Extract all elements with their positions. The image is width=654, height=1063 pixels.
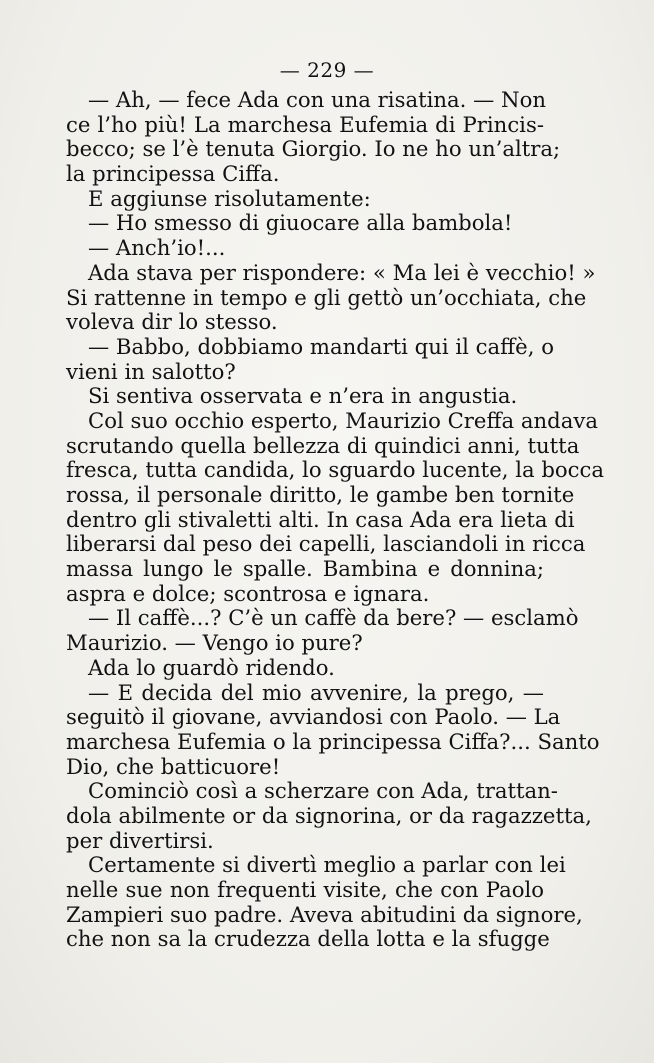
text-line: Maurizio. — Vengo io pure? — [66, 630, 363, 656]
text-line: la principessa Ciffa. — [66, 161, 280, 187]
text-line: becco; se l’è tenuta Giorgio. Io ne ho un’altra; — [66, 136, 561, 162]
body-text — [66, 87, 605, 952]
text-line: scrutando quella bellezza di quindici anni, tutta — [66, 432, 580, 458]
text-line: E aggiunse risolutamente: — [88, 185, 371, 211]
text-line: — Anch’io!... — [88, 235, 226, 261]
text-line: Ada lo guardò ridendo. — [88, 654, 335, 680]
text-line: dentro gli stivaletti alti. In casa Ada era lieta di — [66, 506, 575, 532]
text-line: rossa, il personale diritto, le gambe ben tornite — [66, 482, 575, 507]
text-line: marchesa Eufemia o la principessa Ciffa?... Santo — [66, 728, 600, 754]
text-line: — E decida del mio avvenire, la prego, — — [88, 679, 544, 705]
text-line: seguitò il giovane, avviandosi con Paolo. — La — [66, 704, 561, 730]
text-line: liberarsi dal peso dei capelli, lasciandoli in ricca — [66, 531, 586, 557]
text-line: fresca, tutta candida, lo sguardo lucente, la bocca — [66, 457, 605, 483]
text-line: Zampieri suo padre. Aveva abitudini da signore, — [66, 901, 583, 927]
text-line: Si sentiva osservata e n’era in angustia. — [88, 383, 518, 409]
text-line: massa lungo le spalle. Bambina e donnina; — [66, 556, 544, 582]
text-line: Col suo occhio esperto, Maurizio Creffa andava — [88, 407, 598, 433]
text-line: Ada stava per rispondere: « Ma lei è vecchio! » — [88, 259, 596, 285]
text-line: Si rattenne in tempo e gli gettò un’occhiata, che — [66, 284, 587, 310]
text-line: Cominciò così a scherzare con Ada, trattan- — [88, 778, 558, 804]
text-line: nelle sue non frequenti visite, che con Paolo — [66, 877, 544, 902]
text-line: Dio, che batticuore! — [66, 753, 281, 779]
text-line: ce l’ho più! La marchesa Eufemia di Princis- — [66, 111, 544, 137]
text-line: — Ah, — fece Ada con una risatina. — Non — [88, 87, 546, 112]
page-number: — 229 — — [279, 58, 375, 82]
text-line: — Il caffè...? C’è un caffè da bere? — esclamò — [88, 605, 579, 631]
text-line: — Ho smesso di giuocare alla bambola! — [88, 210, 513, 236]
text-line: Certamente si divertì meglio a parlar con lei — [88, 852, 566, 878]
text-line: vieni in salotto? — [66, 358, 236, 384]
text-line: — Babbo, dobbiamo mandarti qui il caffè, o — [88, 333, 554, 359]
text-line: per divertirsi. — [66, 827, 214, 853]
text-line: dola abilmente or da signorina, or da ragazzetta, — [66, 802, 592, 828]
text-line: aspra e dolce; scontrosa e ignara. — [66, 580, 430, 606]
text-line: voleva dir lo stesso. — [66, 309, 278, 335]
text-line: che non sa la crudezza della lotta e la sfugge — [66, 926, 550, 952]
